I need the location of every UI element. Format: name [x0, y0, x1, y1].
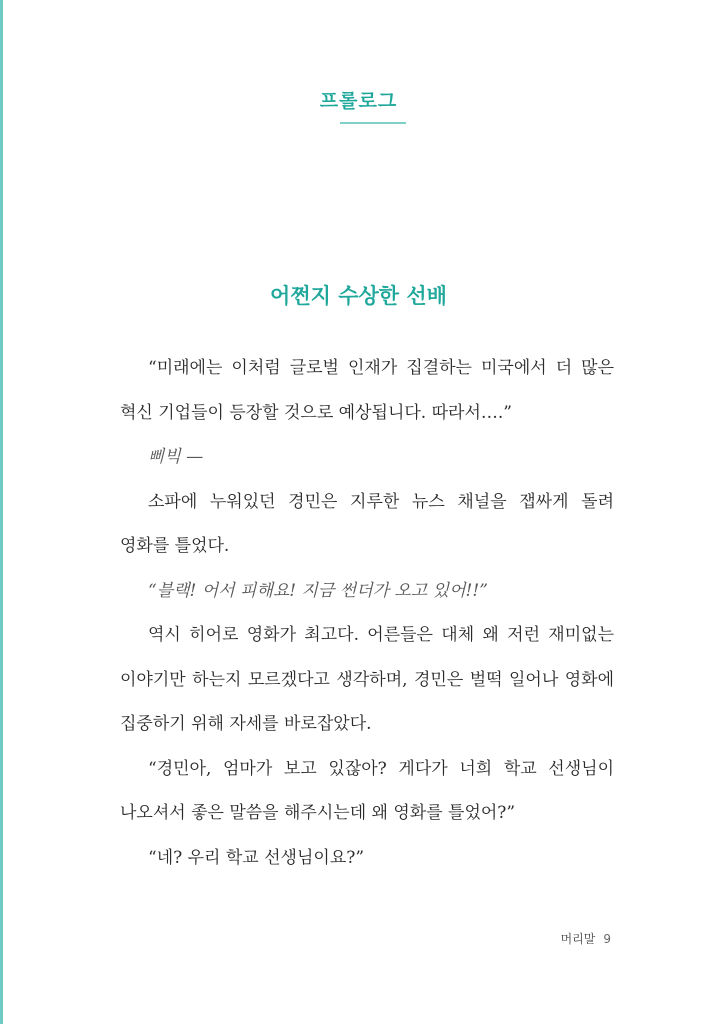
paragraph-5: 역시 히어로 영화가 최고다. 어른들은 대체 왜 저런 재미없는 이야기만 하는지 모르겠다고 생각하며, 경민은 벌떡 일어나 영화에 집중하기 위해 자세를 바로잡았다.	[120, 625, 614, 734]
paragraph-3: 소파에 누워있던 경민은 지루한 뉴스 채널을 잽싸게 돌려 영화를 틀었다.	[120, 491, 614, 556]
paragraph-2-sound-effect: 삐빅 —	[148, 447, 204, 467]
section-underline	[340, 122, 406, 124]
page-footer	[561, 930, 611, 947]
paragraph-4-movie-dialogue: “블랙! 어서 피해요! 지금 썬더가 오고 있어!!”	[148, 580, 488, 601]
paragraph-1: “미래에는 이처럼 글로벌 인재가 집결하는 미국에서 더 많은 혁신 기업들이 등장할 것으로 예상됩니다. 따라서….”	[120, 358, 614, 423]
body-text	[120, 346, 614, 880]
chapter-title: 어쩐지 수상한 선배	[270, 284, 447, 308]
footer-label: 머리말	[560, 932, 596, 946]
paragraph-6: “경민아, 엄마가 보고 있잖아? 게다가 너희 학교 선생님이 나오셔서 좋은 말씀을 해주시는데 왜 영화를 틀었어?”	[120, 758, 614, 823]
page-number: 9	[603, 932, 611, 946]
section-label: 프롤로그	[319, 90, 398, 112]
paragraph-7: “네? 우리 학교 선생님이요?”	[148, 847, 365, 868]
left-edge-rule	[0, 0, 3, 1024]
